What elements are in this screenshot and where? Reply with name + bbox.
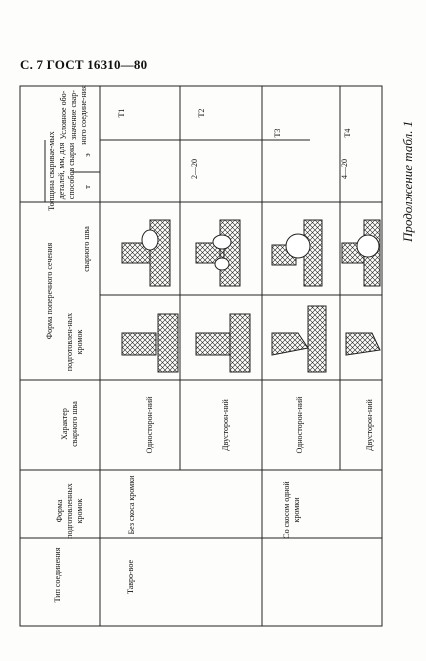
col-weld-character: Характер сварного шва bbox=[60, 401, 79, 447]
col-method-e: э bbox=[83, 153, 92, 157]
row-1-code: Т1 bbox=[117, 108, 126, 118]
row-3-weld: Односторон-ний bbox=[295, 396, 304, 454]
row-1-weld: Односторон-ний bbox=[145, 396, 154, 454]
weld-bead-2b bbox=[215, 258, 229, 270]
continuation-text: Продолжение табл. 1 bbox=[400, 120, 415, 242]
plate-vertical-2w bbox=[220, 220, 240, 286]
weld-bead-1 bbox=[142, 230, 158, 250]
thickness-group-2: 4—20 bbox=[340, 159, 349, 179]
row-3-code: Т3 bbox=[273, 128, 282, 138]
plate-vertical-2 bbox=[230, 314, 250, 372]
weld-bead-4 bbox=[357, 235, 379, 257]
thickness-group-1: 2—20 bbox=[190, 159, 199, 179]
row-2-weld: Двусторон-ний bbox=[221, 399, 230, 451]
joint-type-value: Тавро-вое bbox=[126, 559, 135, 595]
col-cross-section: Форма поперечного сечения bbox=[45, 242, 54, 340]
row-1-edge: Без скоса кромки bbox=[127, 475, 136, 535]
col-method-t: т bbox=[83, 185, 92, 189]
row-4-weld: Двусторон-ний bbox=[365, 399, 374, 451]
col-thickness: Толщина сваривае-мых деталей, мм, для способов сварки bbox=[47, 131, 76, 211]
plate-vertical-1w bbox=[150, 220, 170, 286]
row-2-code: Т2 bbox=[197, 108, 206, 118]
plate-horizontal-1 bbox=[122, 333, 156, 355]
weld-bead-3 bbox=[286, 234, 310, 258]
col-edge-shape: Форма подготовленных кромок bbox=[55, 483, 84, 539]
col-prepared-edges: подготовлен-ных кромок bbox=[65, 312, 84, 372]
plate-horizontal-2 bbox=[196, 333, 230, 355]
plate-bevel-4 bbox=[346, 333, 380, 355]
row-3-edge: Со скосом одной кромки bbox=[282, 481, 301, 539]
weld-bead-2a bbox=[213, 235, 231, 249]
plate-vertical-3 bbox=[308, 306, 326, 372]
col-weld-seam: сварного шва bbox=[82, 226, 91, 272]
plate-bevel-3 bbox=[272, 333, 308, 355]
page-header: С. 7 ГОСТ 16310—80 bbox=[20, 57, 148, 72]
row-4-code: Т4 bbox=[343, 128, 352, 138]
plate-vertical-1 bbox=[158, 314, 178, 372]
col-joint-type: Тип соединения bbox=[53, 547, 62, 603]
col-designation: Условное обо-значение свар-ного соедине-ния bbox=[59, 85, 88, 145]
